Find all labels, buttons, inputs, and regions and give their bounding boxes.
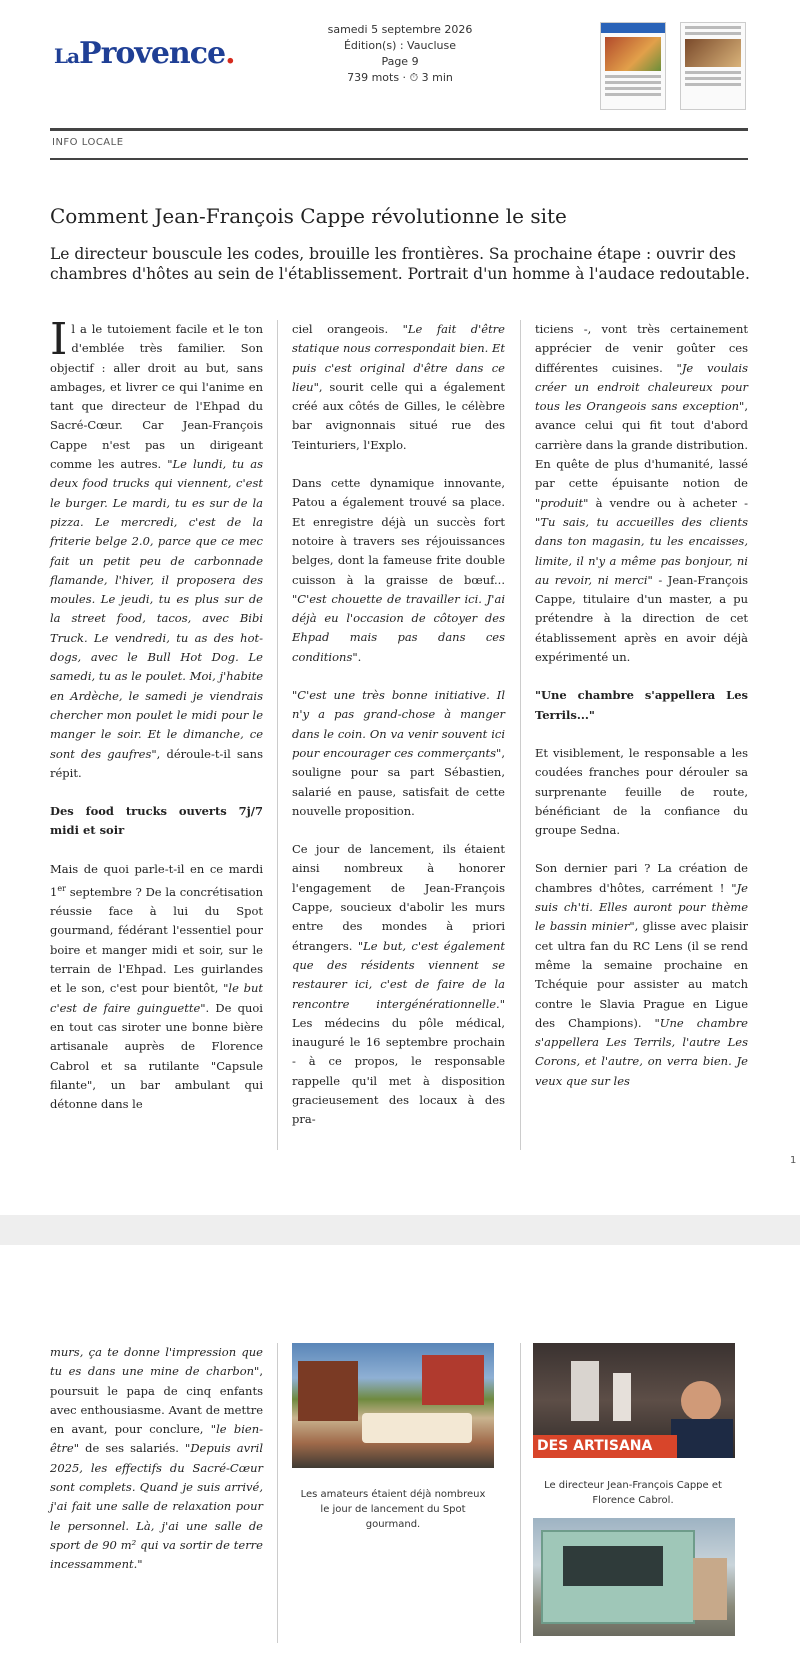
page-thumbnail-front[interactable] <box>600 22 666 110</box>
newspaper-logo: LaProvence. <box>54 36 235 71</box>
photo-caption-2: Le directeur Jean-François Cappe et Florence Cabrol. <box>544 1480 722 1506</box>
article-meta <box>300 22 500 86</box>
article-lede: Le directeur bouscule les codes, brouille les frontières. Sa prochaine étape : ouvrir des chambres d'hôtes au sein de l'établissement. Portrait d'un homme à l'audace redoutable. <box>50 245 750 283</box>
photo-caption-1: Les amateurs étaient déjà nombreux le jour de lancement du Spot gourmand. <box>300 1489 486 1530</box>
column-2: ciel orangeois. "Le fait d'être statique nous correspondait bien. Et puis c'est original d'être dans ce lieu", sourit celle qui a également créé aux côtés de Gilles, le célèbre bar avignonnais situé rue des Teinturiers, l'Explo. Dans cette dynamique innovante, Patou a également trouvé sa place. Et enregistre déjà un succès fort notoire à travers ses réjouissances belges, dont la fameuse frite double cuisson à la graisse de bœuf... "C'est chouette de travailler ici. J'ai déjà eu l'occasion de côtoyer des Ehpad mais pas dans ces conditions". "C'est une très bonne initiative. Il n'y a pas grand-chose à manger dans le coin. On va venir souvent ici pour encourager ces commerçants", souligne pour sa part Sébastien, salarié en pause, satisfait de cette nouvelle proposition. Ce jour de lancement, ils étaient ainsi nombreux à honorer l'engagement de Jean-François Cappe, soucieux d'abolir les murs entre des mondes à priori étrangers. "Le but, c'est également que des résidents viennent se restaurer ici, c'est de faire de la rencontre intergénérationnelle." Les médecins du pôle médical, inauguré le 16 septembre prochain - à ce propos, le responsable rappelle qu'il met à disposition gracieusement des locaux à des pra- <box>292 322 505 1127</box>
subheading: "Une chambre s'appellera Les Terrils..." <box>535 688 748 722</box>
photo-food-truck <box>533 1518 735 1636</box>
edition: Édition(s) : Vaucluse <box>343 39 457 52</box>
read-time: 3 min <box>421 71 453 84</box>
column-continued: murs, ça te donne l'impression que tu es dans une mine de charbon", poursuit le papa de cinq enfants avec enthousiasme. Avant de mettre en avant, pour conclure, "le bien-être" de ses salariés. "Depuis avril 2025, les effectifs du Sacré-Cœur sont complets. Quand je suis arrivé, j'ai fait une salle de relaxation pour le personnel. Là, j'ai une salle de sport de 90 m² qui va sortir de terre incessamment." <box>50 1345 263 1572</box>
clock-icon: ⏱ <box>409 71 419 84</box>
page-label: Page 9 <box>381 55 419 68</box>
column-divider <box>520 320 521 1150</box>
word-count: 739 mots <box>347 71 400 84</box>
publication-date: samedi 5 septembre 2026 <box>327 23 473 36</box>
reading-info: 739 mots · ⏱ 3 min <box>347 71 453 84</box>
photo-director <box>533 1343 735 1458</box>
page-thumbnail-article[interactable] <box>680 22 746 110</box>
column-divider <box>520 1343 521 1643</box>
section-rule <box>50 158 748 160</box>
drop-cap: I <box>50 314 68 365</box>
section-label: INFO LOCALE <box>52 137 124 148</box>
sign-text: DES ARTISANA <box>533 1435 677 1458</box>
photo-spot-gourmand <box>292 1343 494 1468</box>
article-title: Comment Jean-François Cappe révolutionne le site <box>50 204 567 228</box>
column-1: Il a le tutoiement facile et le ton d'emblée très familier. Son objectif : aller droit au but, sans ambages, et livrer ce qui l'anime en tant que directeur de l'Ehpad du Sacré-Cœur. Car Jean-François Cappe n'est pas un dirigeant comme les autres. "Le lundi, tu as deux food trucks qui viennent, c'est le burger. Le mardi, tu es sur de la pizza. Le mercredi, c'est de la friterie belge 2.0, parce que ce mec fait un petit peu de carbonnade flamande, l'hiver, il proposera des moules. Le jeudi, tu es plus sur de la street food, tacos, avec Bibi Truck. Le vendredi, tu as des hot-dogs, avec le Bull Hot Dog. Le samedi, tu as le poulet. Moi, j'habite en Ardèche, le samedi je viendrais chercher mon poulet le midi pour le manger le soir. Et le dimanche, ce sont des gaufres", déroule-t-il sans répit. Des food trucks ouverts 7j/7 midi et soir Mais de quoi parle-t-il en ce mardi 1er septembre ? De la concrétisation réussie face à lui du Spot gourmand, fédérant l'essentiel pour boire et manger midi et soir, sur le terrain de l'Ehpad. Les guirlandes et le son, c'est pour bientôt, "le but c'est de faire guinguette". De quoi en tout cas siroter une bonne bière artisanale auprès de Florence Cabrol et sa rutilante "Capsule filante", un bar ambulant qui détonne dans le <box>50 314 263 1112</box>
column-divider <box>277 1343 278 1643</box>
subheading: Des food trucks ouverts 7j/7 midi et soir <box>50 804 263 838</box>
page-number: 1 <box>790 1155 797 1166</box>
column-3: ticiens -, vont très certainement apprécier de venir goûter ces différentes cuisines. "Je voulais créer un endroit chaleureux pour tous les Orangeois sans exception", avance celui qui fit tout d'abord carrière dans la grande distribution. En quête de plus d'humanité, lassé par cette épuisante notion de "produit" à vendre ou à acheter - "Tu sais, tu accueilles des clients dans ton magasin, tu les encaisses, limite, il n'y a même pas bonjour, ni au revoir, ni merci" - Jean-François Cappe, titulaire d'un master, a pu prétendre à la direction de cet établissement après en avoir déjà expérimenté un. "Une chambre s'appellera Les Terrils..." Et visiblement, le responsable a les coudées franches pour dérouler sa surprenante feuille de route, bénéficiant de la confiance du groupe Sedna. Son dernier pari ? La création de chambres d'hôtes, carrément ! "Je suis ch'ti. Elles auront pour thème le bassin minier", glisse avec plaisir cet ultra fan du RC Lens (il se rend même la semaine prochaine en Tchéquie pour assister au match contre le Slavia Prague en Ligue des Champions). "Une chambre s'appellera Les Terrils, l'autre Les Corons, et l'autre, on verra bien. Je veux que sur les <box>535 322 748 1088</box>
column-divider <box>277 320 278 1150</box>
top-rule <box>50 128 748 131</box>
